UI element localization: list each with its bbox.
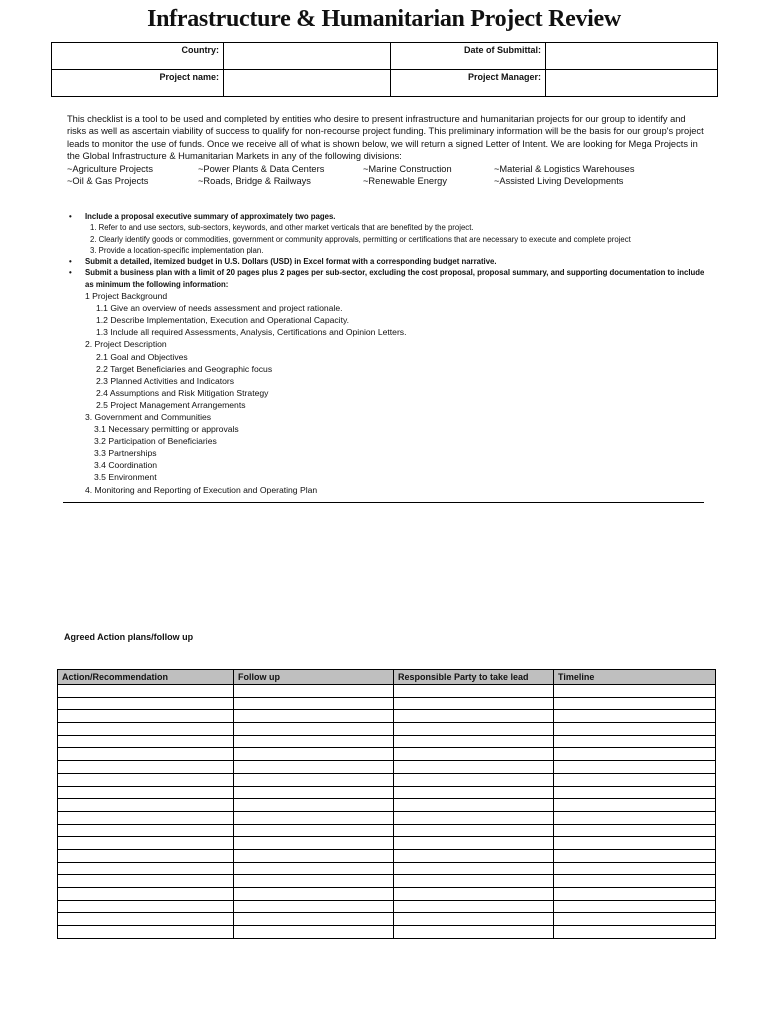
action-plans-heading: Agreed Action plans/follow up — [64, 632, 194, 642]
table-row — [58, 900, 716, 913]
responsible-party-cell[interactable] — [394, 926, 554, 939]
section-item: 2.1 Goal and Objectives — [96, 351, 188, 362]
action-cell[interactable] — [58, 862, 234, 875]
responsible-party-cell[interactable] — [394, 773, 554, 786]
table-row — [58, 723, 716, 736]
timeline-cell[interactable] — [554, 735, 716, 748]
action-plans-table — [57, 669, 716, 939]
responsible-party-cell[interactable] — [394, 811, 554, 824]
column-header-action: Action/Recommendation — [58, 670, 234, 685]
action-cell[interactable] — [58, 685, 234, 698]
section-item: 2.5 Project Management Arrangements — [96, 399, 246, 410]
action-cell[interactable] — [58, 875, 234, 888]
division-item: ~Assisted Living Developments — [494, 176, 624, 187]
responsible-party-cell[interactable] — [394, 761, 554, 774]
follow-up-cell[interactable] — [234, 735, 394, 748]
timeline-cell[interactable] — [554, 862, 716, 875]
follow-up-cell[interactable] — [234, 824, 394, 837]
checklist-bullet-business-plan: • Submit a business plan with a limit of 20 pages plus 2 pages per sub-sector, excluding the cost proposal, proposal summary, and supporting documentation to include as minimum the following information: — [67, 267, 707, 290]
action-cell[interactable] — [58, 824, 234, 837]
follow-up-cell[interactable] — [234, 697, 394, 710]
action-cell[interactable] — [58, 888, 234, 901]
responsible-party-cell[interactable] — [394, 824, 554, 837]
responsible-party-cell[interactable] — [394, 710, 554, 723]
follow-up-cell[interactable] — [234, 723, 394, 736]
division-item: ~Oil & Gas Projects — [67, 176, 149, 187]
project-name-field[interactable] — [224, 70, 391, 97]
table-row — [58, 913, 716, 926]
follow-up-cell[interactable] — [234, 799, 394, 812]
section-heading: 3. Government and Communities — [85, 412, 212, 423]
column-header-follow-up: Follow up — [234, 670, 394, 685]
action-cell[interactable] — [58, 913, 234, 926]
table-row — [58, 773, 716, 786]
timeline-cell[interactable] — [554, 849, 716, 862]
table-row — [58, 837, 716, 850]
country-field[interactable] — [224, 43, 391, 70]
timeline-cell[interactable] — [554, 799, 716, 812]
responsible-party-cell[interactable] — [394, 875, 554, 888]
timeline-cell[interactable] — [554, 913, 716, 926]
section-divider — [63, 502, 704, 503]
project-name-label: Project name: — [52, 70, 224, 97]
action-cell[interactable] — [58, 786, 234, 799]
intro-paragraph: This checklist is a tool to be used and completed by entities who desire to present infrastructure and humanitarian projects for our group to identify and risks as well as ascertain viability of success to qualify for non-recourse project funding. This preliminary information will be the basis for our group's project leads to monitor the use of funds. Once we receive all of what is shown below, we will return a signed Letter of Intent. We are looking for Mega Projects in the Global Infrastructure & Humanitarian Markets in any of the following divisions: — [67, 114, 704, 162]
follow-up-cell[interactable] — [234, 849, 394, 862]
responsible-party-cell[interactable] — [394, 837, 554, 850]
date-of-submittal-label: Date of Submittal: — [391, 43, 546, 70]
responsible-party-cell[interactable] — [394, 697, 554, 710]
action-cell[interactable] — [58, 710, 234, 723]
country-label: Country: — [52, 43, 224, 70]
follow-up-cell[interactable] — [234, 710, 394, 723]
timeline-cell[interactable] — [554, 697, 716, 710]
section-item: 3.3 Partnerships — [94, 448, 157, 459]
table-row — [58, 761, 716, 774]
section-item: 3.1 Necessary permitting or approvals — [94, 424, 239, 435]
follow-up-cell[interactable] — [234, 926, 394, 939]
responsible-party-cell[interactable] — [394, 849, 554, 862]
action-cell[interactable] — [58, 926, 234, 939]
timeline-cell[interactable] — [554, 773, 716, 786]
follow-up-cell[interactable] — [234, 888, 394, 901]
submission-checklist — [67, 211, 707, 496]
follow-up-cell[interactable] — [234, 811, 394, 824]
division-item: ~Agriculture Projects — [67, 164, 154, 174]
timeline-cell[interactable] — [554, 824, 716, 837]
action-cell[interactable] — [58, 723, 234, 736]
project-manager-field[interactable] — [546, 70, 718, 97]
responsible-party-cell[interactable] — [394, 748, 554, 761]
follow-up-cell[interactable] — [234, 837, 394, 850]
responsible-party-cell[interactable] — [394, 900, 554, 913]
follow-up-cell[interactable] — [234, 773, 394, 786]
timeline-cell[interactable] — [554, 761, 716, 774]
section-item: 3.4 Coordination — [94, 460, 158, 471]
division-item: ~Marine Construction — [363, 164, 452, 174]
section-heading: 4. Monitoring and Reporting of Execution and Operating Plan — [85, 484, 318, 495]
action-cell[interactable] — [58, 900, 234, 913]
date-of-submittal-field[interactable] — [546, 43, 718, 70]
table-row — [58, 786, 716, 799]
divisions-list — [67, 163, 707, 188]
timeline-cell[interactable] — [554, 786, 716, 799]
section-item: 3.2 Participation of Beneficiaries — [94, 436, 217, 447]
action-cell[interactable] — [58, 799, 234, 812]
section-heading: 1 Project Background — [85, 291, 168, 302]
checklist-subitem: 1. Refer to and use sectors, sub-sectors, keywords, and other market verticals that are benefited by the project. — [90, 223, 474, 233]
timeline-cell[interactable] — [554, 811, 716, 824]
checklist-bullet-budget: • Submit a detailed, itemized budget in U.S. Dollars (USD) in Excel format with a corresponding budget narrative. — [67, 256, 707, 267]
section-heading: 2. Project Description — [85, 339, 167, 350]
column-header-responsible-party: Responsible Party to take lead — [394, 670, 554, 685]
division-item: ~Roads, Bridge & Railways — [198, 176, 311, 187]
table-row — [58, 888, 716, 901]
table-row — [58, 685, 716, 698]
action-cell[interactable] — [58, 761, 234, 774]
section-item: 3.5 Environment — [94, 472, 157, 483]
table-row — [58, 926, 716, 939]
timeline-cell[interactable] — [554, 837, 716, 850]
responsible-party-cell[interactable] — [394, 888, 554, 901]
checklist-bullet-executive-summary: • Include a proposal executive summary of approximately two pages. — [67, 211, 707, 222]
timeline-cell[interactable] — [554, 685, 716, 698]
action-cell[interactable] — [58, 697, 234, 710]
timeline-cell[interactable] — [554, 926, 716, 939]
table-row — [58, 862, 716, 875]
table-row — [58, 799, 716, 812]
timeline-cell[interactable] — [554, 875, 716, 888]
document-title: Infrastructure & Humanitarian Project Review — [147, 6, 621, 32]
project-manager-label: Project Manager: — [391, 70, 546, 97]
responsible-party-cell[interactable] — [394, 685, 554, 698]
follow-up-cell[interactable] — [234, 862, 394, 875]
responsible-party-cell[interactable] — [394, 799, 554, 812]
timeline-cell[interactable] — [554, 900, 716, 913]
responsible-party-cell[interactable] — [394, 913, 554, 926]
section-item: 1.3 Include all required Assessments, Analysis, Certifications and Opinion Letters. — [96, 327, 407, 338]
section-item: 2.3 Planned Activities and Indicators — [96, 375, 235, 386]
timeline-cell[interactable] — [554, 888, 716, 901]
follow-up-cell[interactable] — [234, 748, 394, 761]
division-item: ~Power Plants & Data Centers — [198, 164, 325, 174]
project-info-form — [51, 42, 718, 97]
table-row — [58, 697, 716, 710]
table-row — [58, 811, 716, 824]
action-cell[interactable] — [58, 837, 234, 850]
responsible-party-cell[interactable] — [394, 862, 554, 875]
follow-up-cell[interactable] — [234, 913, 394, 926]
section-item: 2.2 Target Beneficiaries and Geographic focus — [96, 363, 273, 374]
follow-up-cell[interactable] — [234, 875, 394, 888]
section-item: 2.4 Assumptions and Risk Mitigation Strategy — [96, 387, 269, 398]
division-item: ~Material & Logistics Warehouses — [494, 164, 635, 174]
responsible-party-cell[interactable] — [394, 723, 554, 736]
follow-up-cell[interactable] — [234, 685, 394, 698]
action-cell[interactable] — [58, 748, 234, 761]
responsible-party-cell[interactable] — [394, 786, 554, 799]
checklist-subitem: 2. Clearly identify goods or commodities, government or community approvals, permitting or certifications that are necessary to execute and complete project — [90, 234, 631, 244]
action-cell[interactable] — [58, 773, 234, 786]
division-item: ~Renewable Energy — [363, 176, 447, 187]
table-row — [58, 849, 716, 862]
action-cell[interactable] — [58, 735, 234, 748]
table-row — [58, 824, 716, 837]
checklist-subitem: 3. Provide a location-specific implementation plan. — [90, 245, 264, 255]
table-row — [58, 748, 716, 761]
follow-up-cell[interactable] — [234, 786, 394, 799]
table-row — [58, 710, 716, 723]
table-row — [58, 875, 716, 888]
action-cell[interactable] — [58, 811, 234, 824]
follow-up-cell[interactable] — [234, 900, 394, 913]
table-row — [58, 735, 716, 748]
section-item: 1.1 Give an overview of needs assessment and project rationale. — [96, 303, 343, 314]
timeline-cell[interactable] — [554, 723, 716, 736]
column-header-timeline: Timeline — [554, 670, 716, 685]
section-item: 1.2 Describe Implementation, Execution and Operational Capacity. — [96, 315, 350, 326]
follow-up-cell[interactable] — [234, 761, 394, 774]
timeline-cell[interactable] — [554, 748, 716, 761]
timeline-cell[interactable] — [554, 710, 716, 723]
action-cell[interactable] — [58, 849, 234, 862]
responsible-party-cell[interactable] — [394, 735, 554, 748]
action-plans-rows — [58, 685, 716, 939]
